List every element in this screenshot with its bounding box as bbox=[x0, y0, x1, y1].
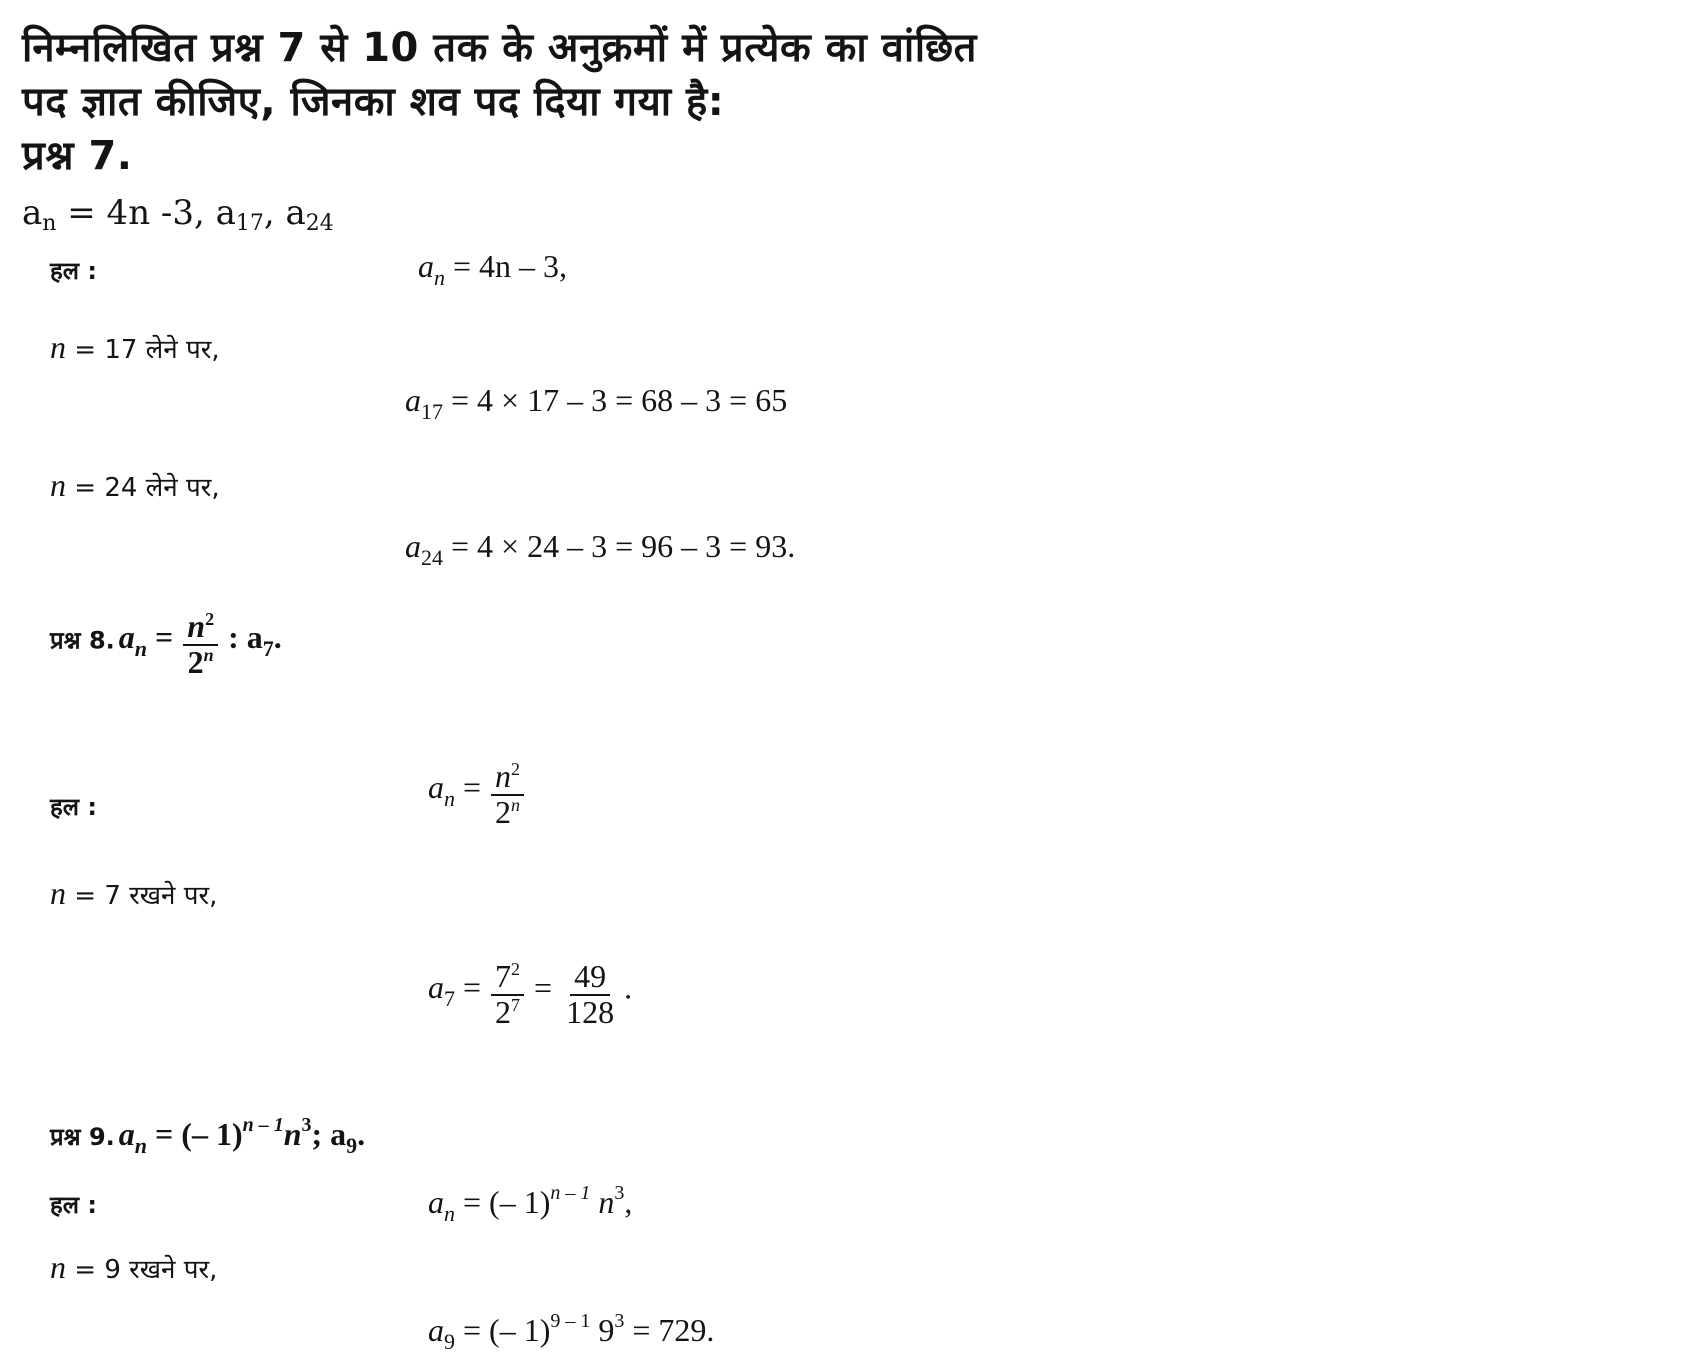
q7-a24-result: $a_{24} = 4 \times 24 - 3 = 96 - 3 = 93$. bbox=[405, 528, 796, 570]
q7-a17-result: $a_{17} = 4 \times 17 - 3 = 68 - 3 = 65$ bbox=[405, 382, 788, 424]
heading-line-2: पद ज्ञात कीजिए, जिनका शव पद दिया गया है: bbox=[22, 79, 725, 125]
q9-n9-step: n = 9 रखने पर, bbox=[50, 1249, 218, 1285]
question-7-given: $a_n = 4n$ -3, $a_{17}$, $a_{24}$ bbox=[22, 193, 334, 236]
q8-fraction: $\frac{n^2}{2^n}$ bbox=[183, 610, 218, 679]
q7-n17-step: n = 17 लेने पर, bbox=[50, 329, 220, 365]
q9-general-term: $a_n$ = (– 1)$^{n - 1}$ $n^3$, bbox=[428, 1182, 633, 1226]
solution-label-q8: हल : bbox=[50, 793, 97, 821]
q8-a7-result: $a_7$ = $\frac{7^2}{2^7}$ = $\frac{49}{128}$ . bbox=[428, 958, 633, 1030]
q8-a7-result-fraction: $\frac{49}{128}$ bbox=[566, 958, 615, 1030]
q7-n24-step: n = 24 लेने पर, bbox=[50, 467, 220, 503]
solution-label-q7: हल : bbox=[50, 257, 97, 285]
question-7-label: प्रश्न 7. bbox=[22, 133, 133, 179]
q9-a9-result: $a_9$ = (– 1)$^{9 - 1}$ $9^3 = 729$. bbox=[428, 1310, 715, 1354]
heading-line-1: निम्नलिखित प्रश्न 7 से 10 तक के अनुक्रमों में प्रत्येक का वांछित bbox=[22, 25, 977, 71]
q7-general-term: $a_n = 4n - 3$, bbox=[418, 248, 568, 290]
q8-n7-step: n = 7 रखने पर, bbox=[50, 875, 218, 911]
question-9-given: प्रश्न 9. $a_n$ = (– $1)^{n - 1}n^3$; $a_9$. bbox=[50, 1114, 366, 1158]
solution-label-q9: हल : bbox=[50, 1191, 97, 1219]
q8-a7-fraction: $\frac{7^2}{2^7}$ bbox=[491, 960, 524, 1029]
q8-general-term: $a_n$ = $\frac{n^2}{2^n}$ bbox=[428, 760, 530, 829]
question-8-given: प्रश्न 8. $a_n$ = $\frac{n^2}{2^n}$ : $a_7$. bbox=[50, 608, 282, 680]
